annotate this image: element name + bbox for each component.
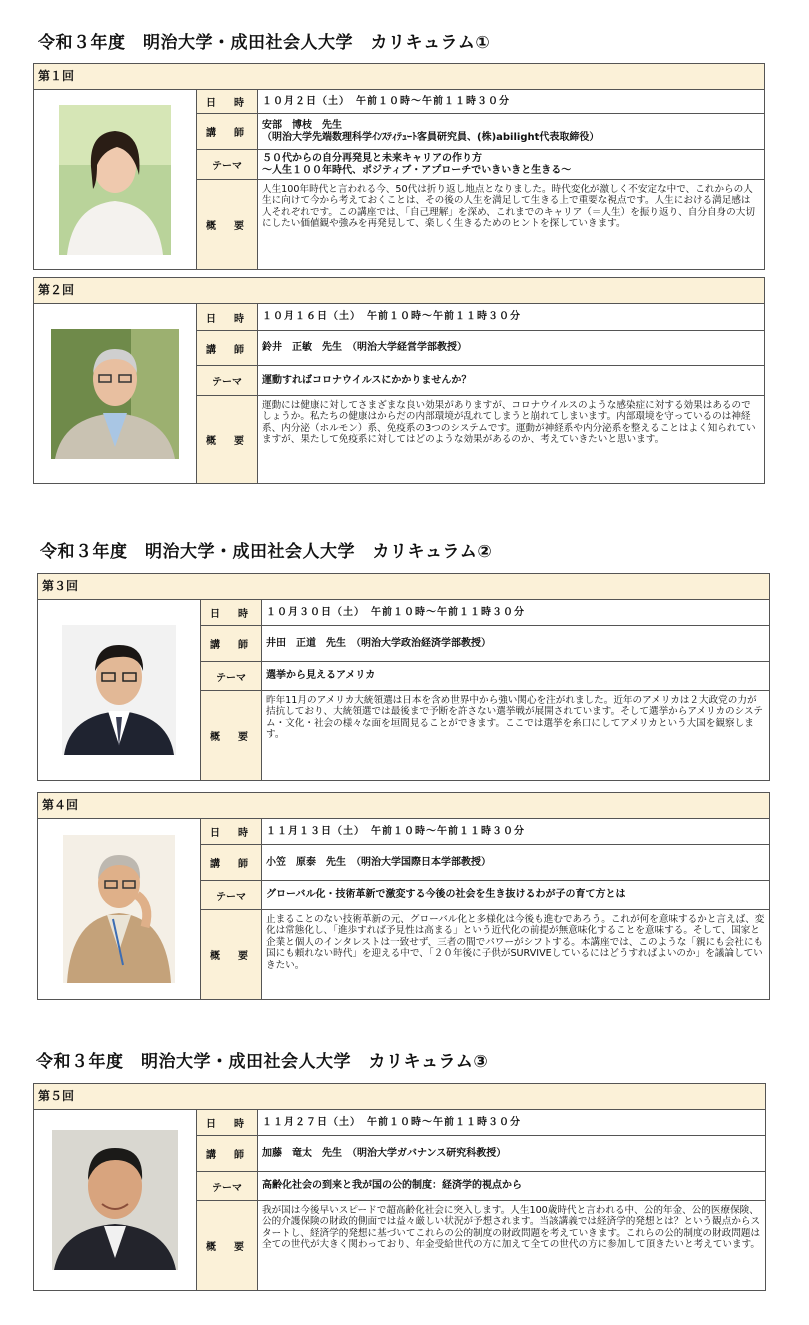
session-title: 第１回 xyxy=(34,64,764,90)
lecturer-photo xyxy=(63,835,175,983)
summary-label: 概 要 xyxy=(197,1201,258,1290)
session-title: 第５回 xyxy=(34,1084,765,1110)
date-label: 日 時 xyxy=(197,90,258,113)
lecturer-label: 講 師 xyxy=(201,845,262,880)
lecturer-photo xyxy=(59,105,171,255)
date-label: 日 時 xyxy=(197,304,258,330)
lecturer-name: 小笠 原泰 先生 （明治大学国際日本学部教授） xyxy=(266,856,491,868)
session-date: １０月２日（土） 午前１０時〜午前１１時３０分 xyxy=(262,95,510,107)
lecturer-photo-cell xyxy=(38,600,201,780)
theme-label: テーマ xyxy=(197,1172,258,1200)
lecturer-photo-cell xyxy=(38,819,201,999)
summary-label: 概 要 xyxy=(201,910,262,999)
lecturer-photo-cell xyxy=(34,304,197,483)
session-4 xyxy=(37,792,770,1000)
theme-label: テーマ xyxy=(197,150,258,179)
session-theme: 運動すればコロナウイルスにかかりませんか？ xyxy=(262,374,472,386)
session-summary: 我が国は今後早いスピードで超高齢化社会に突入します。人生100歳時代と言われる中、公的年金、公的医療保険、公的介護保険の財政的側面では益々厳しい状況が予想されます。当該講義では経済学的発想とは？という観点からスタートし、経済学的発想に基づいてこれらの公的制度の財政問題を考えていきます。これらの公的制度の財政問題は全ての世代が大きく関わっており、年金受給世代の方に加えて全ての世代の方に参加して頂きたいと考えています。 xyxy=(262,1205,761,1251)
session-date: １１月２７日（土） 午前１０時〜午前１１時３０分 xyxy=(262,1116,521,1128)
date-label: 日 時 xyxy=(201,819,262,844)
session-theme-subtitle: 〜人生１００年時代、ポジティブ・アプローチでいきいきと生きる〜 xyxy=(262,164,572,176)
curriculum-heading-1: 令和３年度 明治大学・成田社会人大学 カリキュラム① xyxy=(38,33,491,53)
lecturer-name: 加藤 竜太 先生 （明治大学ガバナンス研究科教授） xyxy=(262,1147,507,1159)
lecturer-photo xyxy=(52,1130,178,1270)
theme-label: テーマ xyxy=(201,881,262,909)
session-3 xyxy=(37,573,770,781)
lecturer-name: 井田 正道 先生 （明治大学政治経済学部教授） xyxy=(266,637,491,649)
session-theme: グローバル化・技術革新で激変する今後の社会を生き抜けるわが子の育て方とは xyxy=(266,889,626,900)
session-theme: ５０代からの自分再発見と未来キャリアの作り方 xyxy=(262,152,482,164)
summary-label: 概 要 xyxy=(197,396,258,483)
curriculum-heading-2: 令和３年度 明治大学・成田社会人大学 カリキュラム② xyxy=(40,542,493,562)
session-title: 第４回 xyxy=(38,793,769,819)
lecturer-label: 講 師 xyxy=(201,626,262,661)
session-summary: 運動には健康に対してさまざまな良い効果がありますが、コロナウイルスのような感染症に対する効果はあるのでしょうか。私たちの健康はからだの内部環境が乱れてしまうと崩れてしまいます。内部環境を守っているのは神経系、内分泌（ホルモン）系、免疫系の3つのシステムです。運動が神経系や内分泌系を整えることはよく知られていますが、果たして免疫系に対してはどのような効果があるのか、考えていきたいと思います。 xyxy=(262,400,756,446)
date-label: 日 時 xyxy=(197,1110,258,1135)
curriculum-heading-3: 令和３年度 明治大学・成田社会人大学 カリキュラム③ xyxy=(36,1052,489,1072)
session-theme: 高齢化社会の到来と我が国の公的制度：経済学的視点から xyxy=(262,1180,522,1191)
session-date: １０月１６日（土） 午前１０時〜午前１１時３０分 xyxy=(262,311,521,322)
session-title: 第３回 xyxy=(38,574,769,600)
date-label: 日 時 xyxy=(201,600,262,625)
lecturer-label: 講 師 xyxy=(197,1136,258,1171)
lecturer-name: 鈴井 正敏 先生 （明治大学経営学部教授） xyxy=(262,342,467,353)
session-date: １１月１３日（土） 午前１０時〜午前１１時３０分 xyxy=(266,825,525,837)
lecturer-affiliation: （明治大学先端数理科学ｲﾝｽﾃｨﾃｭｰﾄ客員研究員、(株)abilight代表取締役） xyxy=(262,131,600,143)
summary-label: 概 要 xyxy=(197,180,258,269)
session-date: １０月３０日（土） 午前１０時〜午前１１時３０分 xyxy=(266,606,525,618)
lecturer-photo xyxy=(51,329,179,459)
session-2 xyxy=(33,277,765,484)
session-summary: 止まることのない技術革新の元、グローバル化と多様化は今後も進むであろう。これが何を意味するかと言えば、変化は常態化し、「進歩すれば予見性は高まる」という近代化の前提が無意味化することを意味する。そして、国家と企業と個人のインタレストは一致せず、三者の間でパワーがシフトする。本講座では、このような「親にも会社にも国にも頼れない時代」を迎える中で、「２０年後に子供がSURVIVEしているにはどうすればよいのか」を議論していきたい。 xyxy=(266,914,765,971)
theme-label: テーマ xyxy=(197,366,258,395)
session-title: 第２回 xyxy=(34,278,764,304)
lecturer-photo xyxy=(62,625,176,755)
session-theme: 選挙から見えるアメリカ xyxy=(266,670,376,681)
theme-label: テーマ xyxy=(201,662,262,690)
lecturer-photo-cell xyxy=(34,90,197,269)
lecturer-name: 安部 博枝 先生 xyxy=(262,119,342,131)
lecturer-label: 講 師 xyxy=(197,331,258,365)
summary-label: 概 要 xyxy=(201,691,262,780)
lecturer-label: 講 師 xyxy=(197,114,258,149)
session-summary: 昨年11月のアメリカ大統領選は日本を含め世界中から強い関心を注がれました。近年のアメリカは２大政党の力が拮抗しており、大統領選では最後まで予断を許さない選挙戦が展開されています。そして選挙からアメリカのシステム・文化・社会の様々な面を垣間見ることができます。ここでは選挙を糸口にしてアメリカという大国を観察します。 xyxy=(266,695,763,741)
session-1 xyxy=(33,63,765,270)
session-summary: 人生100年時代と言われる今、50代は折り返し地点となりました。時代変化が激しく不安定な中で、これからの人生に向けて今から考えておくことは、その後の人生を満足して生きる上で重要な視点です。人生における満足感は人それぞれです。この講座では、「自己理解」を深め、これまでのキャリア（＝人生）を振り返り、自分自身の大切にしたい価値観や強みを再発見して、楽しく生きるためのヒントを探していきます。 xyxy=(262,184,755,230)
lecturer-photo-cell xyxy=(34,1110,197,1290)
session-5 xyxy=(33,1083,766,1291)
